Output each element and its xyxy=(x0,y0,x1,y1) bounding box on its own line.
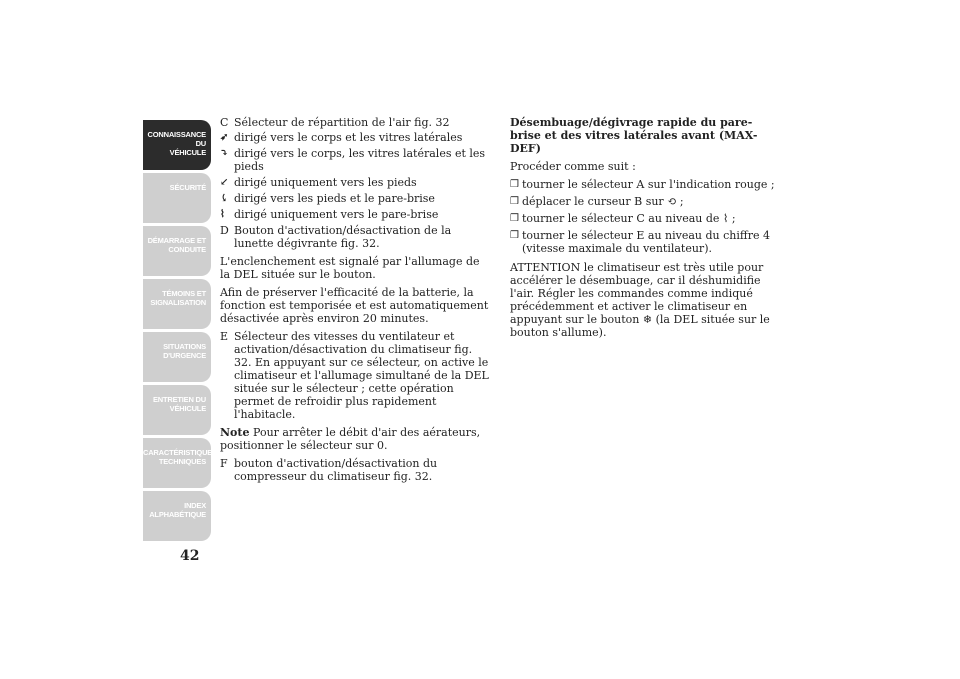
step xyxy=(510,229,775,255)
section-title: Désembuage/dégivrage rapide du pare-brise et des vitres latérales avant (MAX-DEF) xyxy=(510,116,758,155)
step xyxy=(510,212,775,225)
item-f xyxy=(220,457,490,483)
intro: Procéder comme suit : xyxy=(510,160,636,173)
item-text: Bouton d'activation/désactivation de la lunette dégivrante fig. 32. xyxy=(234,224,452,250)
left-column xyxy=(220,116,490,483)
item-text: Sélecteur des vitesses du ventilateur et activation/désactivation du climatiseur fig. 32. En appuyant sur ce sélecteur, on active le climatiseur et l'allumage simultané de la DEL située sur le sélecteur ; cette opération permet de refroidir plus rapidement l'habitacle. xyxy=(234,330,489,421)
note-text: Pour arrêter le débit d'air des aérateurs, positionner le sélecteur sur 0. xyxy=(220,426,481,452)
tab-entretien[interactable]: ENTRETIEN DU VÉHICULE xyxy=(143,385,211,435)
c-item: dirigé vers le corps et les vitres latérales xyxy=(234,131,463,144)
tab-urgence[interactable]: SITUATIONS D'URGENCE xyxy=(143,332,211,382)
attention-end: (la DEL située sur le bouton s'allume). xyxy=(510,313,770,339)
note-paragraph xyxy=(220,426,490,452)
item-text: bouton d'activation/désactivation du compresseur du climatiseur fig. 32. xyxy=(234,457,438,483)
step-text: déplacer le curseur B sur xyxy=(522,195,664,208)
c-item: dirigé vers le corps, les vitres latérales et les pieds xyxy=(234,147,486,173)
item-label: F xyxy=(220,457,228,470)
tab-temoins[interactable]: TÉMOINS ET SIGNALISATION xyxy=(143,279,211,329)
checkbox-icon: ❒ xyxy=(510,230,519,241)
step xyxy=(510,178,775,191)
c-item: dirigé uniquement vers le pare-brise xyxy=(234,208,439,221)
item-label: D xyxy=(220,224,229,237)
tab-securite[interactable]: SÉCURITÉ xyxy=(143,173,211,223)
note-label: Note xyxy=(220,426,250,439)
step xyxy=(510,195,775,208)
tab-caracteristiques[interactable]: CARACTÉRISTIQUES TECHNIQUES xyxy=(143,438,211,488)
paragraph: Afin de préserver l'efficacité de la batterie, la fonction est temporisée et est automatiquement désactivée après environ 20 minutes. xyxy=(220,286,489,325)
page-number: 42 xyxy=(180,548,200,564)
item-text: Sélecteur de répartition de l'air fig. 32 xyxy=(234,116,450,129)
tab-connaissance[interactable]: CONNAISSANCE DU VÉHICULE xyxy=(143,120,211,170)
attention-paragraph xyxy=(510,261,775,339)
vent-feet-windshield-icon: ⤹ xyxy=(220,193,229,204)
item-e xyxy=(220,330,490,421)
item-label: E xyxy=(220,330,229,343)
vent-body-icon: ➶ xyxy=(220,132,229,143)
tab-index[interactable]: INDEX ALPHABÉTIQUE xyxy=(143,491,211,541)
paragraph: L'enclenchement est signalé par l'allumage de la DEL située sur le bouton. xyxy=(220,255,480,281)
step-text: tourner le sélecteur E au niveau du chiffre 4 (vitesse maximale du ventilateur). xyxy=(522,229,770,255)
item-d xyxy=(220,224,490,250)
chapter-sidebar xyxy=(143,120,217,544)
step-text: tourner le sélecteur A sur l'indication rouge ; xyxy=(522,178,775,191)
right-column xyxy=(510,116,775,344)
snowflake-icon: ❄ xyxy=(642,313,653,326)
defrost-windshield-icon: ⌇ xyxy=(722,212,729,225)
item-label: C xyxy=(220,116,229,129)
step-suffix: ; xyxy=(731,212,736,225)
item-c xyxy=(220,116,490,129)
checkbox-icon: ❒ xyxy=(510,196,519,207)
recirculation-icon: ⟲ xyxy=(667,195,677,208)
vent-feet-icon: ↙ xyxy=(220,177,229,188)
step-text: tourner le sélecteur C au niveau de xyxy=(522,212,720,225)
c-item: dirigé vers les pieds et le pare-brise xyxy=(234,192,435,205)
step-suffix: ; xyxy=(679,195,684,208)
attention-text: ATTENTION le climatiseur est très utile pour accélérer le désembuage, car il déshumidifie l'air. Régler les commandes comme indiqué précédemment et activer le climatiseur en appuyant sur le bouton xyxy=(510,261,764,326)
c-item: dirigé uniquement vers les pieds xyxy=(234,176,417,189)
defrost-windshield-icon: ⌇ xyxy=(220,209,225,220)
vent-body-feet-icon: ⤵ xyxy=(220,148,229,159)
checkbox-icon: ❒ xyxy=(510,213,519,224)
checkbox-icon: ❒ xyxy=(510,179,519,190)
tab-demarrage[interactable]: DÉMARRAGE ET CONDUITE xyxy=(143,226,211,276)
